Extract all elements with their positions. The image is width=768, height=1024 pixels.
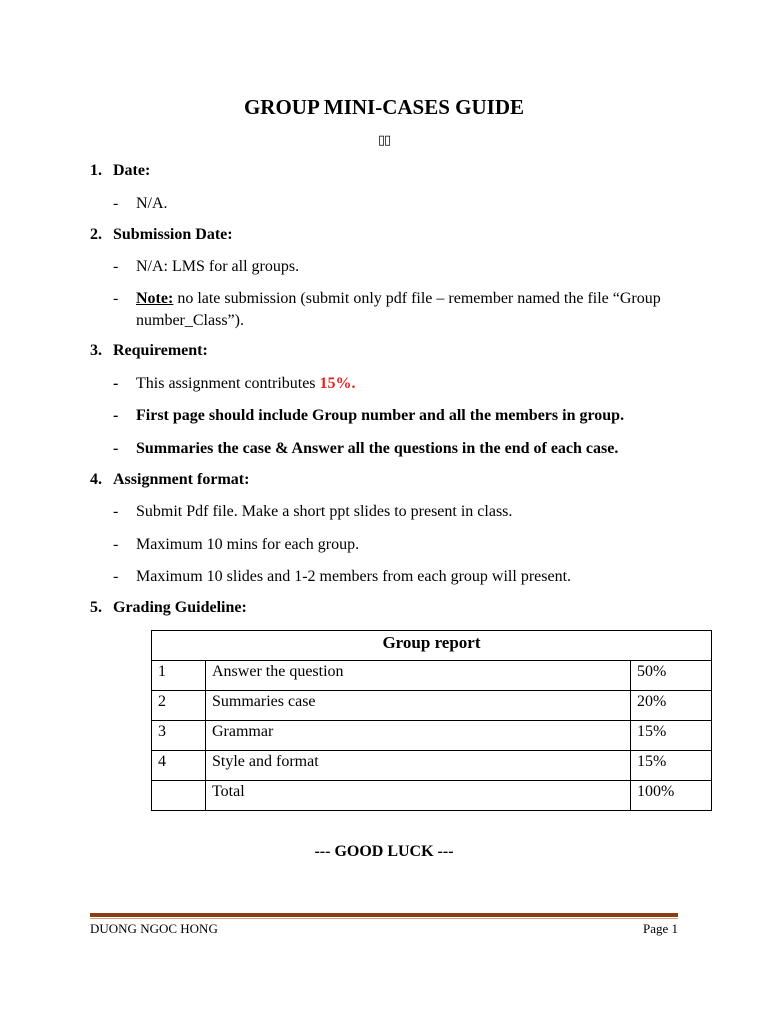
section-number: 5. [90, 599, 102, 616]
section-number: 2. [90, 226, 102, 243]
table-row [152, 661, 712, 691]
section-submission-heading [90, 226, 233, 244]
requirement-contribution [136, 373, 696, 395]
ornament-glyph: ▯▯ [377, 133, 391, 148]
bullet-dash: - [113, 290, 119, 307]
section-title: Assignment format: [113, 471, 250, 488]
grading-table [151, 630, 712, 811]
footer-rule [90, 913, 678, 917]
date-text: N/A. [136, 195, 168, 212]
footer-page-number: Page 1 [642, 921, 678, 936]
section-title: Submission Date: [113, 226, 233, 243]
section-number: 1. [90, 162, 102, 179]
date-item [113, 193, 696, 215]
requirement-summaries: Summaries the case & Answer all the questions in the end of each case. [136, 440, 619, 457]
row-number: 3 [152, 721, 206, 751]
section-title: Requirement: [113, 342, 208, 359]
submission-note-item [113, 288, 696, 332]
row-item: Grammar [206, 721, 631, 751]
section-grading-heading [90, 599, 247, 617]
contribution-prefix: This assignment contributes [136, 375, 320, 392]
section-requirement-heading [90, 342, 208, 360]
row-number: 2 [152, 691, 206, 721]
bullet-dash: - [113, 258, 119, 275]
bullet-dash: - [113, 407, 119, 424]
bullet-dash: - [113, 375, 119, 392]
submission-note [136, 288, 696, 332]
table-header-row [152, 631, 712, 661]
requirement-first-page: First page should include Group number and all the members in group. [136, 407, 625, 424]
row-percent: 15% [631, 751, 712, 781]
section-date-heading [90, 162, 150, 180]
note-text: no late submission (submit only pdf file – remember named the file “Group number_Class”). [136, 290, 661, 329]
footer-author: DUONG NGOC HONG [90, 921, 218, 936]
section-number: 3. [90, 342, 102, 359]
requirement-item-contribution [113, 373, 696, 395]
format-item-slides [113, 566, 696, 588]
format-slides: Maximum 10 slides and 1-2 members from each group will present. [136, 568, 572, 585]
table-total-row [152, 781, 712, 811]
table-row [152, 721, 712, 751]
table-header: Group report [152, 631, 712, 661]
submission-text: N/A: LMS for all groups. [136, 258, 300, 275]
row-item: Summaries case [206, 691, 631, 721]
bullet-dash: - [113, 195, 119, 212]
row-item: Answer the question [206, 661, 631, 691]
row-number [152, 781, 206, 811]
requirement-item-first-page [113, 405, 696, 427]
footer-rule-thin [90, 918, 678, 919]
closing-message: --- GOOD LUCK --- [314, 843, 454, 860]
bullet-dash: - [113, 536, 119, 553]
format-pdf: Submit Pdf file. Make a short ppt slides to present in class. [136, 503, 513, 520]
row-percent: 50% [631, 661, 712, 691]
section-format-heading [90, 471, 249, 489]
submission-item [113, 256, 696, 278]
format-mins: Maximum 10 mins for each group. [136, 536, 360, 553]
row-item: Total [206, 781, 631, 811]
table-row [152, 751, 712, 781]
row-percent: 20% [631, 691, 712, 721]
bullet-dash: - [113, 568, 119, 585]
contribution-percent: 15%. [319, 375, 356, 392]
bullet-dash: - [113, 440, 119, 457]
bullet-dash: - [113, 503, 119, 520]
row-percent: 100% [631, 781, 712, 811]
format-item-mins [113, 534, 696, 556]
row-number: 4 [152, 751, 206, 781]
note-label: Note: [136, 290, 174, 307]
section-title: Grading Guideline: [113, 599, 247, 616]
requirement-item-summaries [113, 438, 696, 460]
row-number: 1 [152, 661, 206, 691]
table-row [152, 691, 712, 721]
row-item: Style and format [206, 751, 631, 781]
section-number: 4. [90, 471, 102, 488]
row-percent: 15% [631, 721, 712, 751]
format-item-pdf [113, 501, 696, 523]
document-title: GROUP MINI-CASES GUIDE [243, 95, 525, 119]
section-title: Date: [113, 162, 151, 179]
